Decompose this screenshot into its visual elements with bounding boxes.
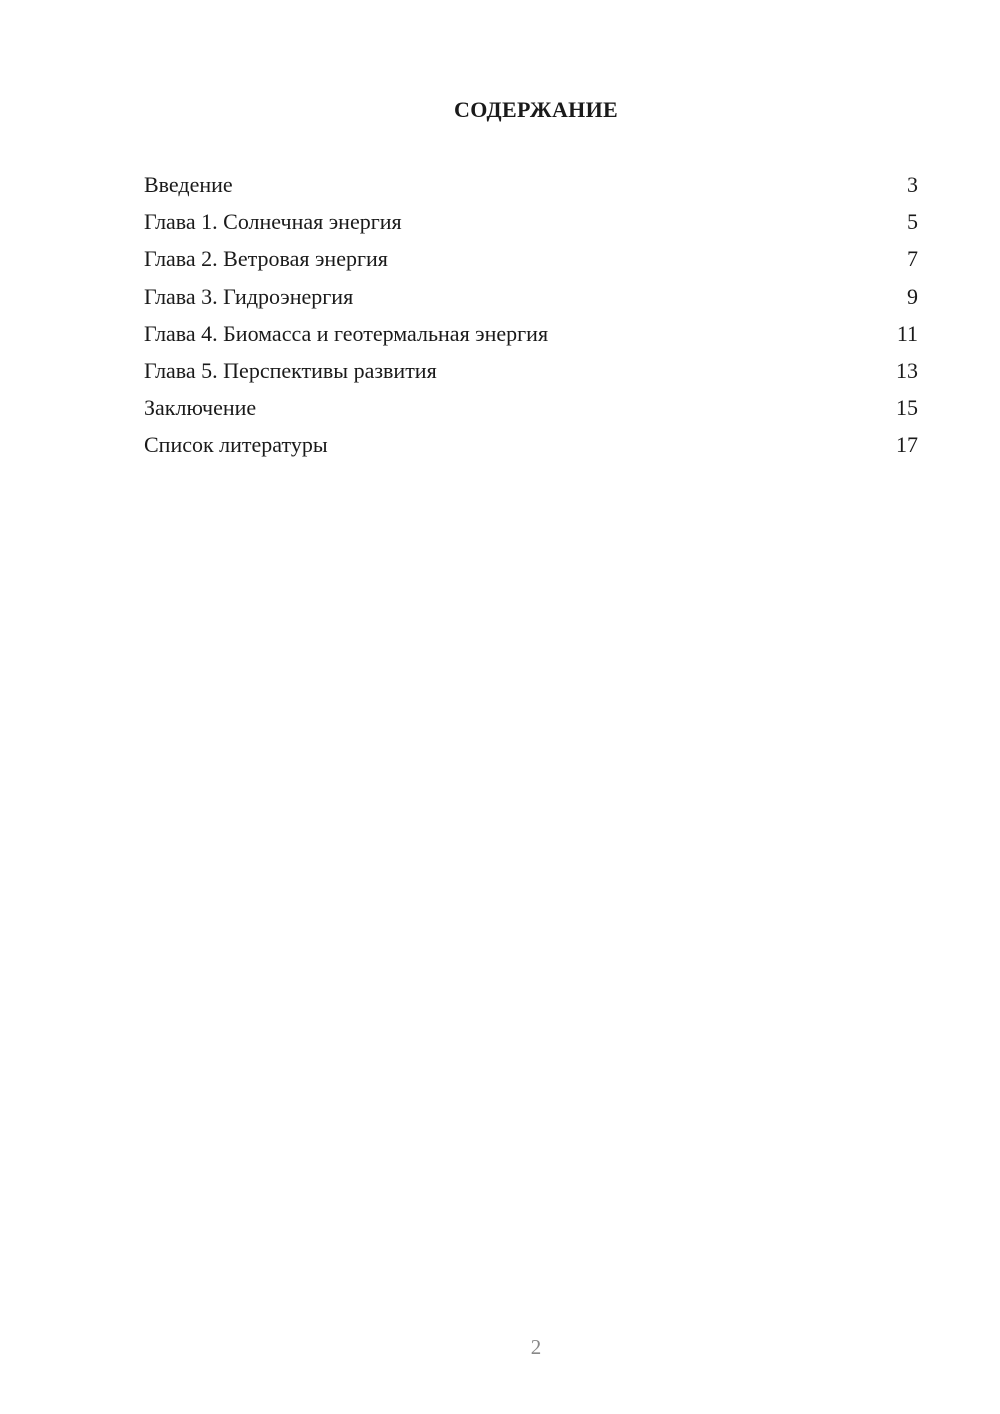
toc-entry bbox=[144, 242, 918, 279]
page-number: 2 bbox=[530, 1335, 542, 1359]
toc-entry-label: Глава 4. Биомасса и геотермальная энергия bbox=[144, 320, 549, 346]
toc-entry bbox=[144, 317, 918, 354]
toc-entry-page: 9 bbox=[907, 283, 918, 309]
toc-entry-page: 5 bbox=[907, 209, 918, 235]
toc-entry-label: Глава 3. Гидроэнергия bbox=[144, 283, 354, 309]
toc-entry-page: 13 bbox=[896, 357, 918, 383]
toc-entry-page: 15 bbox=[896, 395, 918, 421]
toc-entry bbox=[144, 280, 918, 317]
toc-entry-page: 11 bbox=[896, 320, 918, 346]
toc-entry bbox=[144, 168, 918, 205]
toc-entry bbox=[144, 428, 918, 465]
toc-entry-page: 3 bbox=[907, 172, 918, 197]
toc-entry-label: Глава 1. Солнечная энергия bbox=[144, 209, 402, 235]
toc-entry-label: Глава 5. Перспективы развития bbox=[144, 357, 437, 383]
toc-entry bbox=[144, 205, 918, 242]
toc-entry-page: 7 bbox=[907, 246, 918, 272]
toc-entry bbox=[144, 391, 918, 428]
toc-entry bbox=[144, 354, 918, 391]
toc-entry-page: 17 bbox=[896, 432, 918, 458]
toc-entry-label: Введение bbox=[144, 172, 233, 197]
toc-entry-label: Заключение bbox=[144, 395, 257, 421]
toc-entry-label: Глава 2. Ветровая энергия bbox=[144, 246, 388, 272]
toc-entry-label: Список литературы bbox=[144, 432, 328, 458]
table-of-contents bbox=[144, 168, 918, 466]
page-title: СОДЕРЖАНИЕ bbox=[454, 97, 618, 122]
